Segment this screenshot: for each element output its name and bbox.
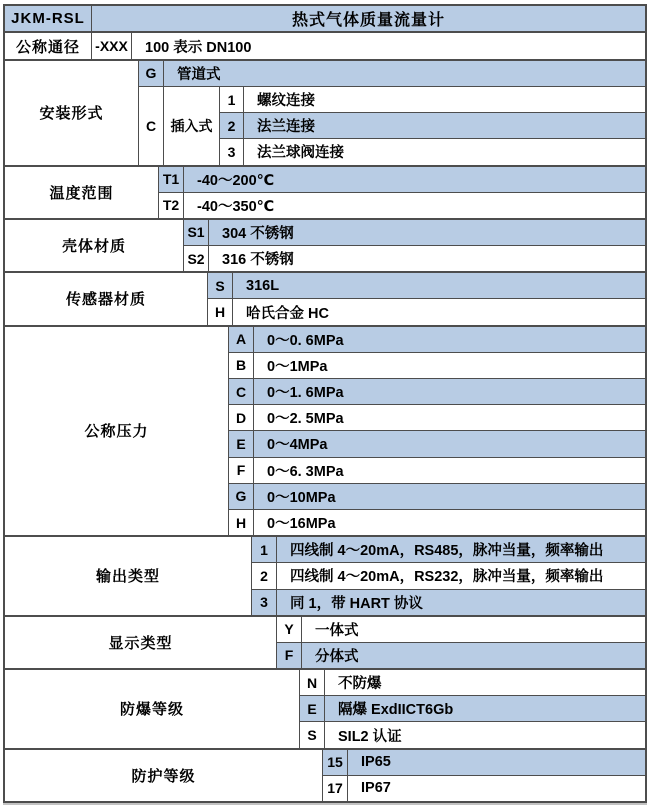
section-pressure (5, 327, 645, 538)
option-code: H (229, 510, 254, 535)
option-desc: 同 1，带 HART 协议 (290, 595, 423, 612)
option-code: B (229, 353, 254, 378)
diameter-row (5, 33, 645, 60)
section-label: 防护等级 (5, 750, 323, 801)
option-code: 1 (252, 537, 277, 562)
section-output (5, 537, 645, 617)
section-sensor (5, 273, 645, 326)
option-code: F (229, 458, 254, 483)
option-row (220, 87, 645, 113)
insert-subsection (139, 87, 645, 165)
option-code: 3 (252, 590, 277, 615)
insert-label: 插入式 (164, 87, 220, 165)
option-desc: 法兰连接 (257, 119, 315, 136)
option-code: G (229, 484, 254, 509)
option-desc: 四线制 4～20mA，RS232，脉冲当量，频率输出 (290, 569, 604, 586)
option-row (229, 405, 645, 431)
option-code: S2 (184, 246, 209, 271)
option-desc: 304 不锈钢 (222, 225, 294, 242)
option-row (300, 722, 645, 747)
option-row (277, 617, 645, 643)
option-row (229, 431, 645, 457)
option-row (208, 299, 645, 324)
option-desc: 管道式 (177, 66, 221, 83)
option-desc: 隔爆 ExdIICT6Gb (338, 702, 454, 719)
option-row (252, 590, 645, 615)
option-desc: 0～16MPa (267, 516, 336, 533)
option-row (184, 246, 645, 271)
option-desc: 一体式 (315, 622, 359, 639)
option-code: H (208, 299, 233, 324)
option-row (300, 696, 645, 722)
section-label: 传感器材质 (5, 273, 208, 324)
option-code: E (300, 696, 325, 721)
option-desc: 分体式 (315, 648, 359, 665)
option-code: 17 (323, 776, 348, 801)
option-desc: 不防爆 (338, 676, 382, 693)
option-code: N (300, 670, 325, 695)
option-desc: 哈氏合金 HC (246, 305, 329, 322)
option-desc: 0～1MPa (267, 358, 328, 375)
section-label: 公称压力 (5, 327, 229, 536)
section-protection (5, 750, 645, 801)
option-code: S1 (184, 220, 209, 245)
option-row (277, 643, 645, 668)
section-label: 壳体材质 (5, 220, 184, 271)
option-code: 1 (220, 87, 244, 112)
option-desc: 0～2. 5MPa (267, 411, 344, 428)
option-desc: 四线制 4～20mA，RS485，脉冲当量，频率输出 (290, 543, 604, 560)
option-desc: 0～1. 6MPa (267, 385, 344, 402)
insert-code: C (139, 87, 164, 165)
option-row (323, 750, 645, 776)
option-row (184, 220, 645, 246)
diameter-code: -XXX (92, 33, 132, 58)
option-row (208, 273, 645, 299)
option-row (252, 563, 645, 589)
option-desc: -40～350℃ (197, 198, 275, 215)
section-explosion (5, 670, 645, 750)
option-row (323, 776, 645, 801)
option-desc: 法兰球阀连接 (257, 145, 344, 162)
option-row (229, 484, 645, 510)
option-code: Y (277, 617, 302, 642)
option-row (159, 193, 645, 218)
option-desc: -40～200℃ (197, 172, 275, 189)
option-row (300, 670, 645, 696)
option-row (220, 139, 645, 164)
section-label: 安装形式 (5, 61, 139, 165)
option-row (252, 537, 645, 563)
option-code: D (229, 405, 254, 430)
option-code: S (300, 722, 325, 747)
option-row (229, 327, 645, 353)
option-code: S (208, 273, 233, 298)
option-desc: 0～0. 6MPa (267, 332, 344, 349)
section-label: 输出类型 (5, 537, 252, 615)
option-desc: 0～6. 3MPa (267, 463, 344, 480)
option-desc: IP67 (361, 780, 391, 797)
option-code: 2 (220, 113, 244, 138)
model-selection-table (3, 4, 647, 803)
option-code: G (139, 61, 164, 86)
option-code: 3 (220, 139, 244, 164)
section-install (5, 61, 645, 167)
option-code: A (229, 327, 254, 352)
option-row (229, 353, 645, 379)
diameter-desc: 100 表示 DN100 (145, 39, 252, 56)
option-desc: 0～4MPa (267, 437, 328, 454)
option-desc: SIL2 认证 (338, 728, 402, 745)
option-row (229, 510, 645, 535)
option-desc: 316L (246, 277, 280, 294)
option-desc: 316 不锈钢 (222, 252, 294, 269)
option-row (159, 167, 645, 193)
option-code: C (229, 379, 254, 404)
page-title: 热式气体质量流量计 (92, 6, 645, 31)
option-row (139, 61, 645, 87)
option-code: 15 (323, 750, 348, 775)
option-row (229, 458, 645, 484)
option-desc: 0～10MPa (267, 489, 336, 506)
section-temperature (5, 167, 645, 220)
option-desc: 螺纹连接 (257, 93, 315, 110)
section-housing (5, 220, 645, 273)
option-row (229, 379, 645, 405)
option-row (220, 113, 645, 139)
section-label: 显示类型 (5, 617, 277, 668)
option-code: E (229, 431, 254, 456)
diameter-label: 公称通径 (5, 33, 92, 58)
section-label: 防爆等级 (5, 670, 300, 748)
option-code: T2 (159, 193, 184, 218)
option-code: T1 (159, 167, 184, 192)
header-row (5, 6, 645, 33)
option-code: 2 (252, 563, 277, 588)
model-code: JKM-RSL (5, 6, 92, 31)
option-code: F (277, 643, 302, 668)
option-desc: IP65 (361, 754, 391, 771)
section-display (5, 617, 645, 670)
section-label: 温度范围 (5, 167, 159, 218)
